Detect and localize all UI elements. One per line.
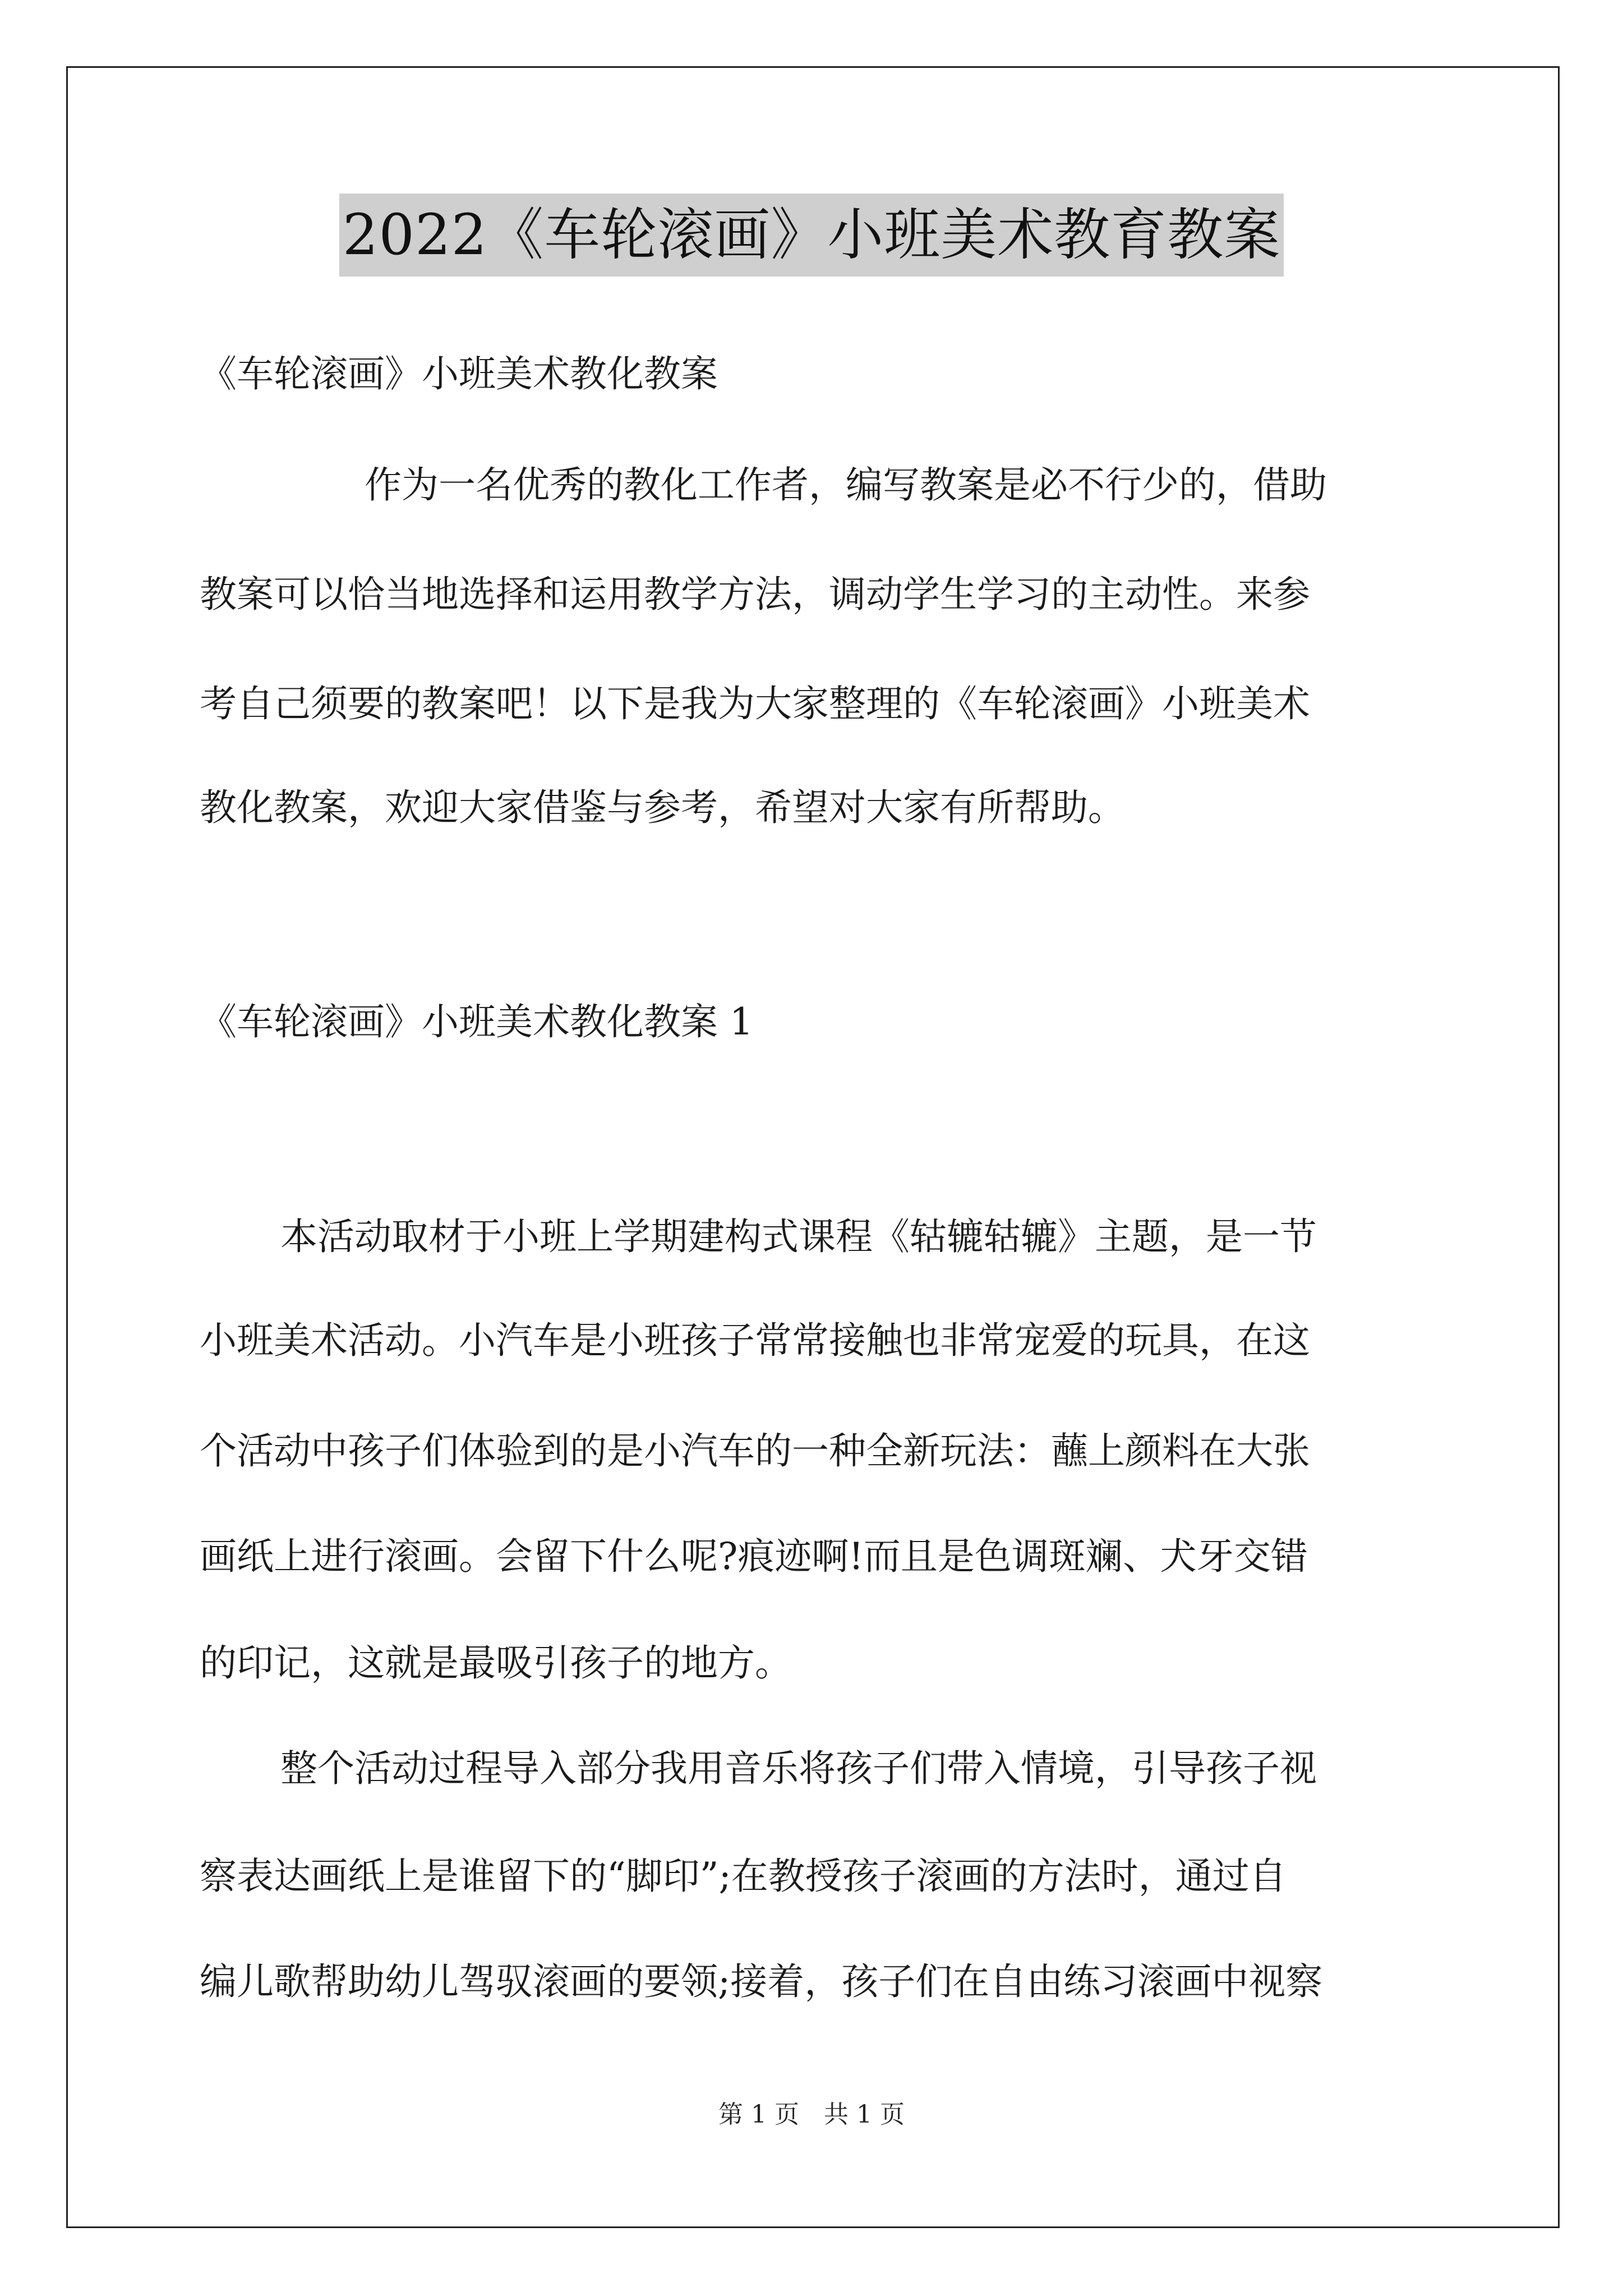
intro-line: 教化教案，欢迎大家借鉴与参考，希望对大家有所帮助。 <box>200 786 1125 829</box>
body-line: 画纸上进行滚画。会留下什么呢?痕迹啊!而且是色调斑斓、犬牙交错 <box>200 1535 1308 1578</box>
section-heading: 《车轮滚画》小班美术教化教案 1 <box>200 1000 753 1043</box>
title-container <box>0 194 1623 277</box>
body-line: 个活动中孩子们体验到的是小汽车的一种全新玩法：蘸上颜料在大张 <box>200 1429 1310 1473</box>
body-line: 编儿歌帮助幼儿驾驭滚画的要领;接着，孩子们在自由练习滚画中视察 <box>200 1960 1323 2003</box>
document-title: 2022《车轮滚画》小班美术教育教案 <box>339 194 1284 277</box>
body-line: 小班美术活动。小汽车是小班孩子常常接触也非常宠爱的玩具，在这 <box>200 1319 1310 1362</box>
intro-line: 作为一名优秀的教化工作者，编写教案是必不行少的，借助 <box>365 463 1327 507</box>
body-line: 察表达画纸上是谁留下的“脚印”;在教授孩子滚画的方法时，通过自 <box>200 1855 1287 1898</box>
intro-line: 教案可以恰当地选择和运用教学方法，调动学生学习的主动性。来参 <box>200 573 1310 616</box>
body-line: 的印记，这就是最吸引孩子的地方。 <box>200 1641 792 1685</box>
body-line: 整个活动过程导入部分我用音乐将孩子们带入情境，引导孩子视 <box>280 1747 1317 1790</box>
intro-line: 考自己须要的教案吧！以下是我为大家整理的《车轮滚画》小班美术 <box>200 682 1310 725</box>
page-footer: 第 1 页 共 1 页 <box>718 2100 905 2129</box>
document-subtitle: 《车轮滚画》小班美术教化教案 <box>200 352 718 395</box>
body-line: 本活动取材于小班上学期建构式课程《轱辘轱辘》主题，是一节 <box>280 1215 1317 1258</box>
